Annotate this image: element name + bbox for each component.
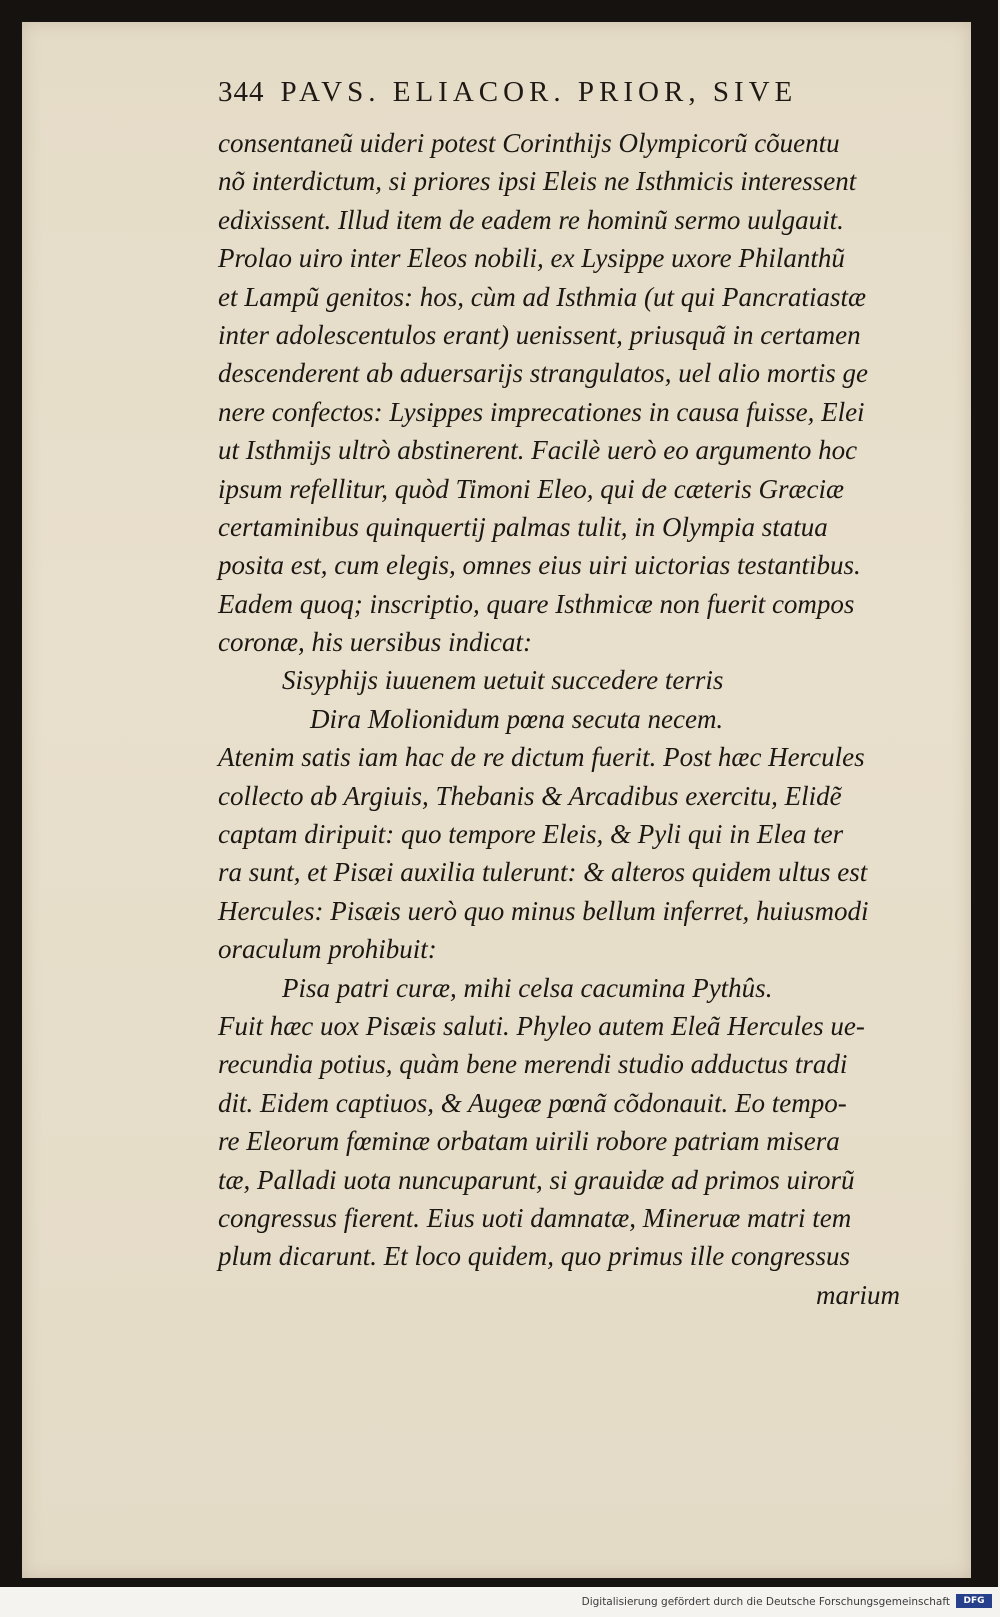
text-line: edixissent. Illud item de eadem re hominũ sermo uulgauit.	[218, 204, 844, 235]
text-line: oraculum prohibuit:	[218, 934, 437, 965]
text-line: ipsum refellitur, quòd Timoni Eleo, qui de cæteris Græciæ	[218, 473, 844, 504]
text-line: dit. Eidem captiuos, & Augeæ pœnã cõdonauit. Eo tempo-	[218, 1087, 847, 1118]
text-line: Atenim satis iam hac de re dictum fuerit. Post hæc Hercules	[218, 742, 865, 773]
text-line: recundia potius, quàm bene merendi studio adductus tradi	[218, 1049, 848, 1080]
text-line: collecto ab Argiuis, Thebanis & Arcadibus exercitu, Elidẽ	[218, 780, 842, 811]
text-line: inter adolescentulos erant) uenissent, priusquã in certamen	[218, 319, 861, 350]
text-line: consentaneũ uideri potest Corinthijs Olympicorũ cõuentu	[218, 128, 840, 158]
running-title: PAVS. ELIACOR. PRIOR, SIVE	[280, 76, 798, 108]
verse-line: Dira Molionidum pœna secuta necem.	[310, 703, 724, 734]
text-line: congressus fierent. Eius uoti damnatæ, Mineruæ matri tem	[218, 1202, 852, 1233]
verse-line: Pisa patri curæ, mihi celsa cacumina Pythûs.	[282, 972, 773, 1003]
text-line: re Eleorum fœminæ orbatam uirili robore patriam misera	[218, 1126, 840, 1157]
text-line: descenderent ab aduersarijs strangulatos, uel alio mortis ge	[218, 358, 868, 389]
catchword: marium	[815, 1279, 900, 1310]
text-line: et Lampũ genitos: hos, cùm ad Isthmia (ut qui Pancratiastæ	[218, 281, 866, 312]
verse-line: Sisyphijs iuuenem uetuit succedere terris	[282, 665, 724, 696]
digitization-credit: Digitalisierung gefördert durch die Deutsche Forschungsgemeinschaft	[581, 1596, 950, 1608]
text-line: ut Isthmijs ultrò abstinerent. Facilè uerò eo argumento hoc	[218, 435, 858, 466]
text-line: nere confectos: Lysippes imprecationes in causa fuisse, Elei	[218, 396, 865, 427]
text-line: nõ interdictum, si priores ipsi Eleis ne Isthmicis interessent	[218, 166, 857, 197]
text-line: Eadem quoq; inscriptio, quare Isthmicæ non fuerit compos	[218, 588, 855, 619]
text-line: plum dicarunt. Et loco quidem, quo primus ille congressus	[218, 1241, 850, 1272]
text-line: Fuit hæc uox Pisæis saluti. Phyleo autem Eleã Hercules ue-	[218, 1010, 865, 1041]
running-header	[218, 76, 898, 120]
text-line: posita est, cum elegis, omnes eius uiri uictorias testantibus.	[218, 550, 861, 581]
page-number: 344	[218, 76, 265, 108]
page-body-text	[218, 124, 908, 1314]
text-line: tæ, Palladi uota nuncuparunt, si grauidæ ad primos uirorũ	[218, 1164, 855, 1195]
text-line: Prolao uiro inter Eleos nobili, ex Lysippe uxore Philanthũ	[218, 243, 845, 274]
text-line: captam diripuit: quo tempore Eleis, & Pyli qui in Elea ter	[218, 819, 844, 850]
text-line: certaminibus quinquertij palmas tulit, in Olympia statua	[218, 511, 828, 542]
text-line: coronæ, his uersibus indicat:	[218, 627, 532, 658]
text-line: Hercules: Pisæis uerò quo minus bellum inferret, huiusmodi	[218, 895, 869, 926]
text-line: ra sunt, et Pisæi auxilia tulerunt: & alteros quidem ultus est	[218, 857, 868, 888]
dfg-logo: DFG	[956, 1594, 992, 1608]
